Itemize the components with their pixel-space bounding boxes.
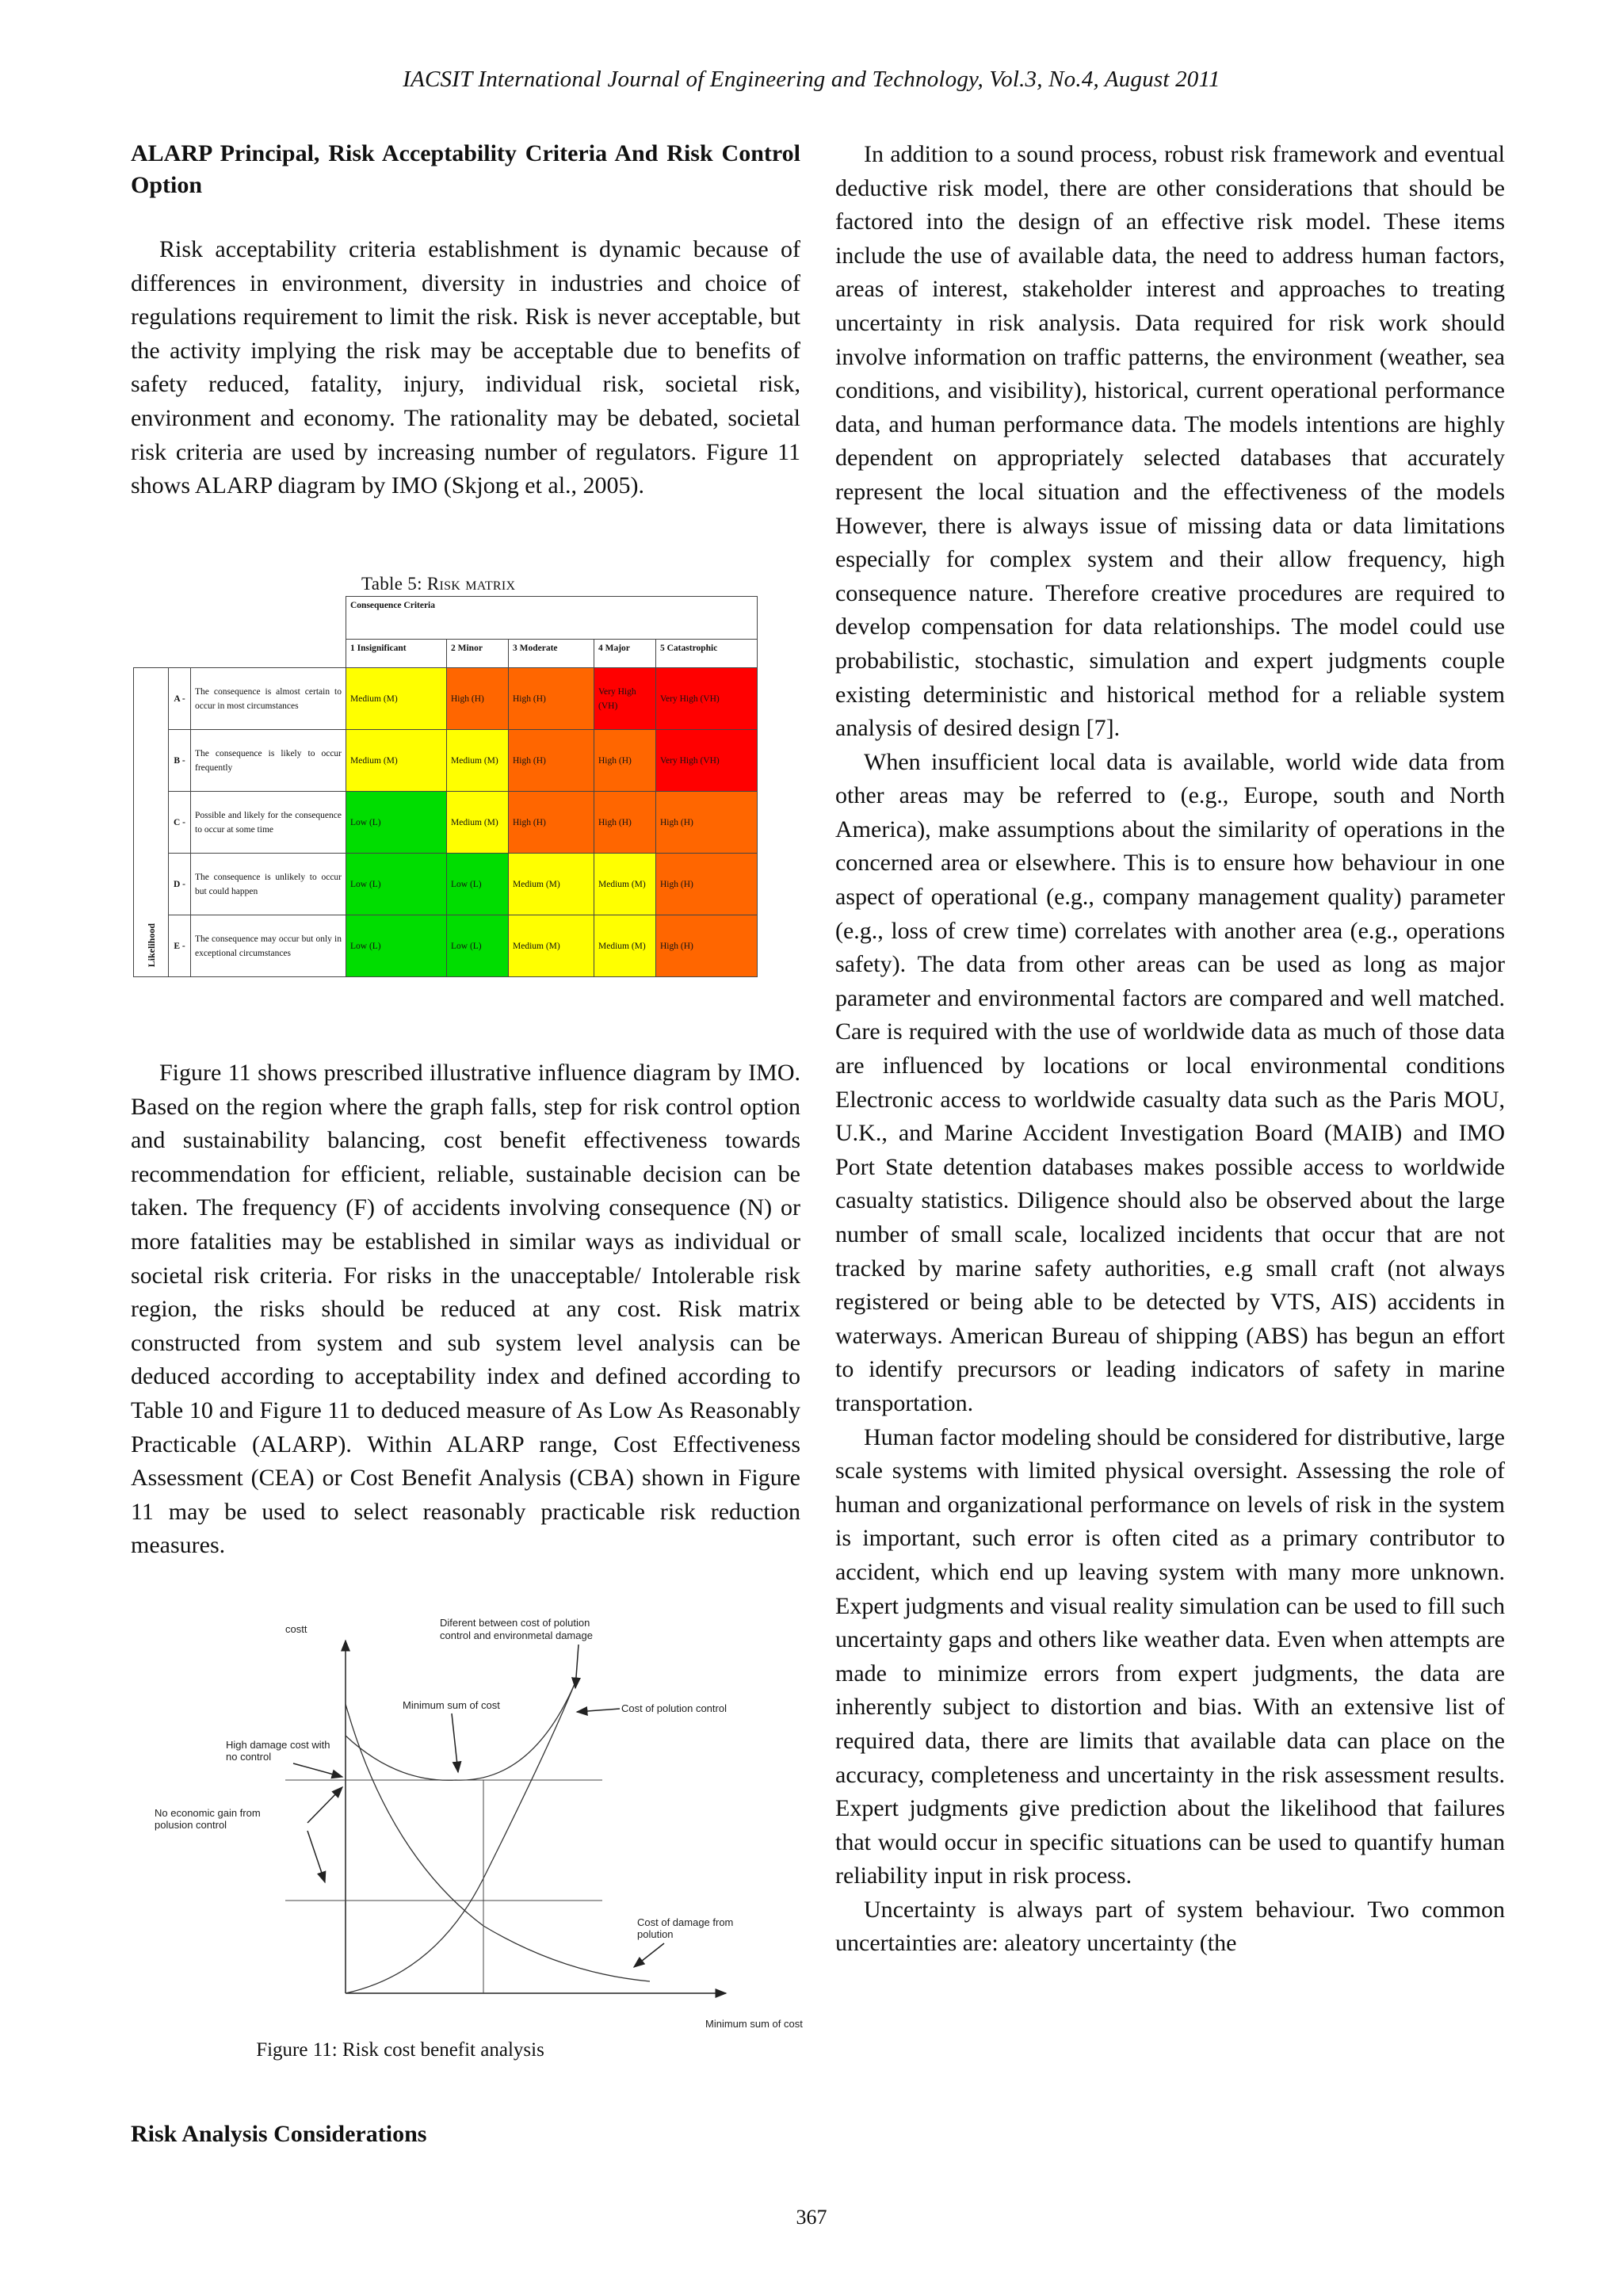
risk-cell: High (H) — [509, 730, 594, 792]
no-gain-arrow-down — [307, 1831, 325, 1882]
risk-cell: Medium (M) — [447, 730, 509, 792]
row-description: The consequence is likely to occur frequently — [191, 730, 346, 792]
row-description: Possible and likely for the consequence to occur at some time — [191, 792, 346, 854]
risk-cell: Very High (VH) — [656, 730, 758, 792]
pollution-control-arrow — [577, 1709, 620, 1712]
risk-cell: Low (L) — [447, 854, 509, 915]
y-axis-label: costt — [285, 1623, 307, 1635]
risk-cell: High (H) — [509, 668, 594, 730]
table-row — [134, 668, 758, 730]
row-label: B - — [169, 730, 191, 792]
likelihood-label: Likelihood — [145, 923, 157, 967]
risk-cell: High (H) — [509, 792, 594, 854]
risk-cell: Medium (M) — [509, 854, 594, 915]
no-gain-arrow-up — [307, 1787, 342, 1823]
row-label: D - — [169, 854, 191, 915]
column-header: 3 Moderate — [509, 640, 594, 668]
difference-label-1: Diferent between cost of polution — [440, 1617, 590, 1629]
risk-cell: Medium (M) — [346, 730, 447, 792]
difference-arrow — [575, 1645, 579, 1688]
row-description: The consequence is unlikely to occur but could happen — [191, 854, 346, 915]
high-damage-label-1: High damage cost with — [226, 1739, 330, 1751]
pollution-control-label: Cost of polution control — [621, 1702, 727, 1714]
risk-cell: Medium (M) — [509, 915, 594, 977]
risk-cell: High (H) — [447, 668, 509, 730]
table-caption — [361, 574, 515, 594]
risk-cell: Low (L) — [447, 915, 509, 977]
consequence-header: Consequence Criteria — [346, 597, 758, 640]
risk-cell: Very High (VH) — [656, 668, 758, 730]
damage-arrow — [634, 1943, 664, 1967]
table-row — [134, 730, 758, 792]
risk-cell: High (H) — [594, 730, 656, 792]
paragraph: In addition to a sound process, robust risk framework and eventual deductive risk model, there are other considerations that should be factored into the design of an effective risk model. These items include the use of available data, the need to address human factors, areas of interest, stakeholder interest and approaches to treating uncertainty in risk analysis. Data required for risk work should involve information on traffic patterns, the environment (weather, sea conditions, and visibility), historical, current operational performance data, and human performance data. The models intentions are highly dependent on appropriately selected databases that accurately represent the local situation and the effectiveness of the models However, there is always issue of missing data or data limitations especially for complex system and their allow frequency, high consequence nature. Therefore creative procedures are required to develop compensation for data relationships. The model could use probabilistic, stochastic, simulation and expert judgments couple existing deterministic and historical method for a reliable system analysis of desired design [7]. — [835, 141, 1505, 742]
left-column-top — [131, 138, 800, 503]
page-number: 367 — [796, 2206, 827, 2229]
no-gain-label-2: polusion control — [155, 1819, 227, 1831]
risk-cell: Low (L) — [346, 792, 447, 854]
column-header: 1 Insignificant — [346, 640, 447, 668]
paragraph: Figure 11 shows prescribed illustrative influence diagram by IMO. Based on the region where the graph falls, step for risk control option and sustainability balancing, cost benefit effectiveness towards recommendation for efficient, reliable, sustainable decision can be taken. The frequency (F) of accidents involving consequence (N) or more fatalities may be established in similar ways as individual or societal risk criteria. For risks in the unacceptable/ Intolerable risk region, the risks should be reduced at any cost. Risk matrix constructed from system and sub system level analysis can be deduced according to acceptability index and defined according to Table 10 and Figure 11 to deduced measure of As Low As Reasonably Practicable (ALARP). Within ALARP range, Cost Effectiveness Assessment (CEA) or Cost Benefit Analysis (CBA) shown in Figure 11 may be used to select reasonably practicable risk reduction measures. — [131, 1060, 800, 1559]
paragraph: Human factor modeling should be considered for distributive, large scale systems with limited physical oversight. Assessing the role of human and organizational performance on levels of risk in the system is important, such error is often cited as a primary contributor to accident, which end up leaving system with many more unknown. Expert judgments and visual reality simulation can be used to fill such uncertainty gaps and others like weather data. Even when attempts are made to minimize errors from expert judgments, the data are inherently subject to distortion and bias. With an extensive list of required data, there are limits that available data can place on the accuracy, completeness and uncertainty in the risk assessment results. Expert judgments give prediction about the likelihood that failures that would occur in specific situations can be used to quantify human reliability input in risk process. — [835, 1423, 1505, 1889]
right-column — [835, 138, 1505, 1961]
journal-header: IACSIT International Journal of Engineering and Technology, Vol.3, No.4, August 2011 — [403, 67, 1220, 92]
table-caption-prefix: Table 5: — [361, 574, 427, 594]
risk-cell: High (H) — [656, 915, 758, 977]
risk-cell: Low (L) — [346, 915, 447, 977]
figure-caption: Figure 11: Risk cost benefit analysis — [256, 2039, 544, 2061]
risk-cell: Medium (M) — [594, 915, 656, 977]
high-damage-arrow — [293, 1763, 342, 1777]
risk-matrix-table — [133, 596, 758, 977]
risk-cell: Very High (VH) — [594, 668, 656, 730]
row-label: C - — [169, 792, 191, 854]
row-label: A - — [169, 668, 191, 730]
cost-benefit-figure — [135, 1593, 816, 2037]
row-label: E - — [169, 915, 191, 977]
risk-cell: Medium (M) — [447, 792, 509, 854]
damage-cost-curve — [346, 1704, 650, 1981]
risk-cell: High (H) — [594, 792, 656, 854]
risk-cell: High (H) — [656, 792, 758, 854]
row-description: The consequence may occur but only in exceptional circumstances — [191, 915, 346, 977]
column-header: 4 Major — [594, 640, 656, 668]
likelihood-cell — [134, 668, 169, 977]
risk-cell: Low (L) — [346, 854, 447, 915]
table-row — [134, 915, 758, 977]
no-gain-label-1: No economic gain from — [155, 1807, 261, 1819]
risk-cell: High (H) — [656, 854, 758, 915]
table-caption-title: Risk matrix — [426, 574, 516, 594]
x-axis-label: Minimum sum of cost — [705, 2018, 803, 2030]
table-row — [134, 854, 758, 915]
column-header: 2 Minor — [447, 640, 509, 668]
damage-label-1: Cost of damage from — [637, 1916, 734, 1928]
table-row — [134, 792, 758, 854]
left-column-bottom — [131, 2118, 800, 2150]
minimum-arrow — [452, 1713, 458, 1772]
column-header: 5 Catastrophic — [656, 640, 758, 668]
section-title-risk-analysis: Risk Analysis Considerations — [131, 2121, 427, 2147]
difference-label-2: control and environmetal damage — [440, 1629, 593, 1641]
risk-cell: Medium (M) — [594, 854, 656, 915]
paragraph: Risk acceptability criteria establishment is dynamic because of differences in environment, diversity in industries and choice of regulations requirement to limit the risk. Risk is never acceptable, but the activity implying the risk may be acceptable due to benefits of safety reduced, fatality, injury, individual risk, societal risk, environment and economy. The rationality may be debated, societal risk criteria are used by increasing number of regulators. Figure 11 shows ALARP diagram by IMO (Skjong et al., 2005). — [131, 236, 800, 499]
paragraph: When insufficient local data is available, world wide data from other areas may be referred to (e.g., Europe, south and North America), make assumptions about the similarity of operations in the concerned area or elsewhere. This is to ensure how behaviour in one aspect of operational (e.g., company management quality) parameter (e.g., loss of crew time) correlates with another area (e.g., operations safety). The data from other areas can be used as long as major parameter and environmental factors are compared and well matched. Care is required with the use of worldwide data as much of those data are influenced by locations or local environmental conditions Electronic access to worldwide casualty data such as the Paris MOU, U.K., and Marine Accident Investigation Board (MAIB) and IMO Port State detention databases makes possible access to worldwide casualty statistics. Diligence should also be observed about the large number of small scale, localized incidents that occur that are not tracked by marine safety authorities, e.g small craft (not always registered or being able to be detected by VTS, AIS) accidents in waterways. American Bureau of shipping (ABS) has begun an effort to identify precursors or leading indicators of safety in marine transportation. — [835, 748, 1505, 1416]
row-description: The consequence is almost certain to occur in most circumstances — [191, 668, 346, 730]
risk-cell: Medium (M) — [346, 668, 447, 730]
paragraph: Uncertainty is always part of system behaviour. Two common uncertainties are: aleatory uncertainty (the — [835, 1896, 1505, 1957]
damage-label-2: polution — [637, 1928, 674, 1940]
pollution-control-curve — [346, 1684, 575, 1993]
left-column-middle — [131, 1056, 800, 1563]
minimum-sum-label: Minimum sum of cost — [403, 1699, 500, 1711]
high-damage-label-2: no control — [226, 1751, 272, 1763]
section-title-alarp: ALARP Principal, Risk Acceptability Criteria And Risk Control Option — [131, 140, 800, 198]
